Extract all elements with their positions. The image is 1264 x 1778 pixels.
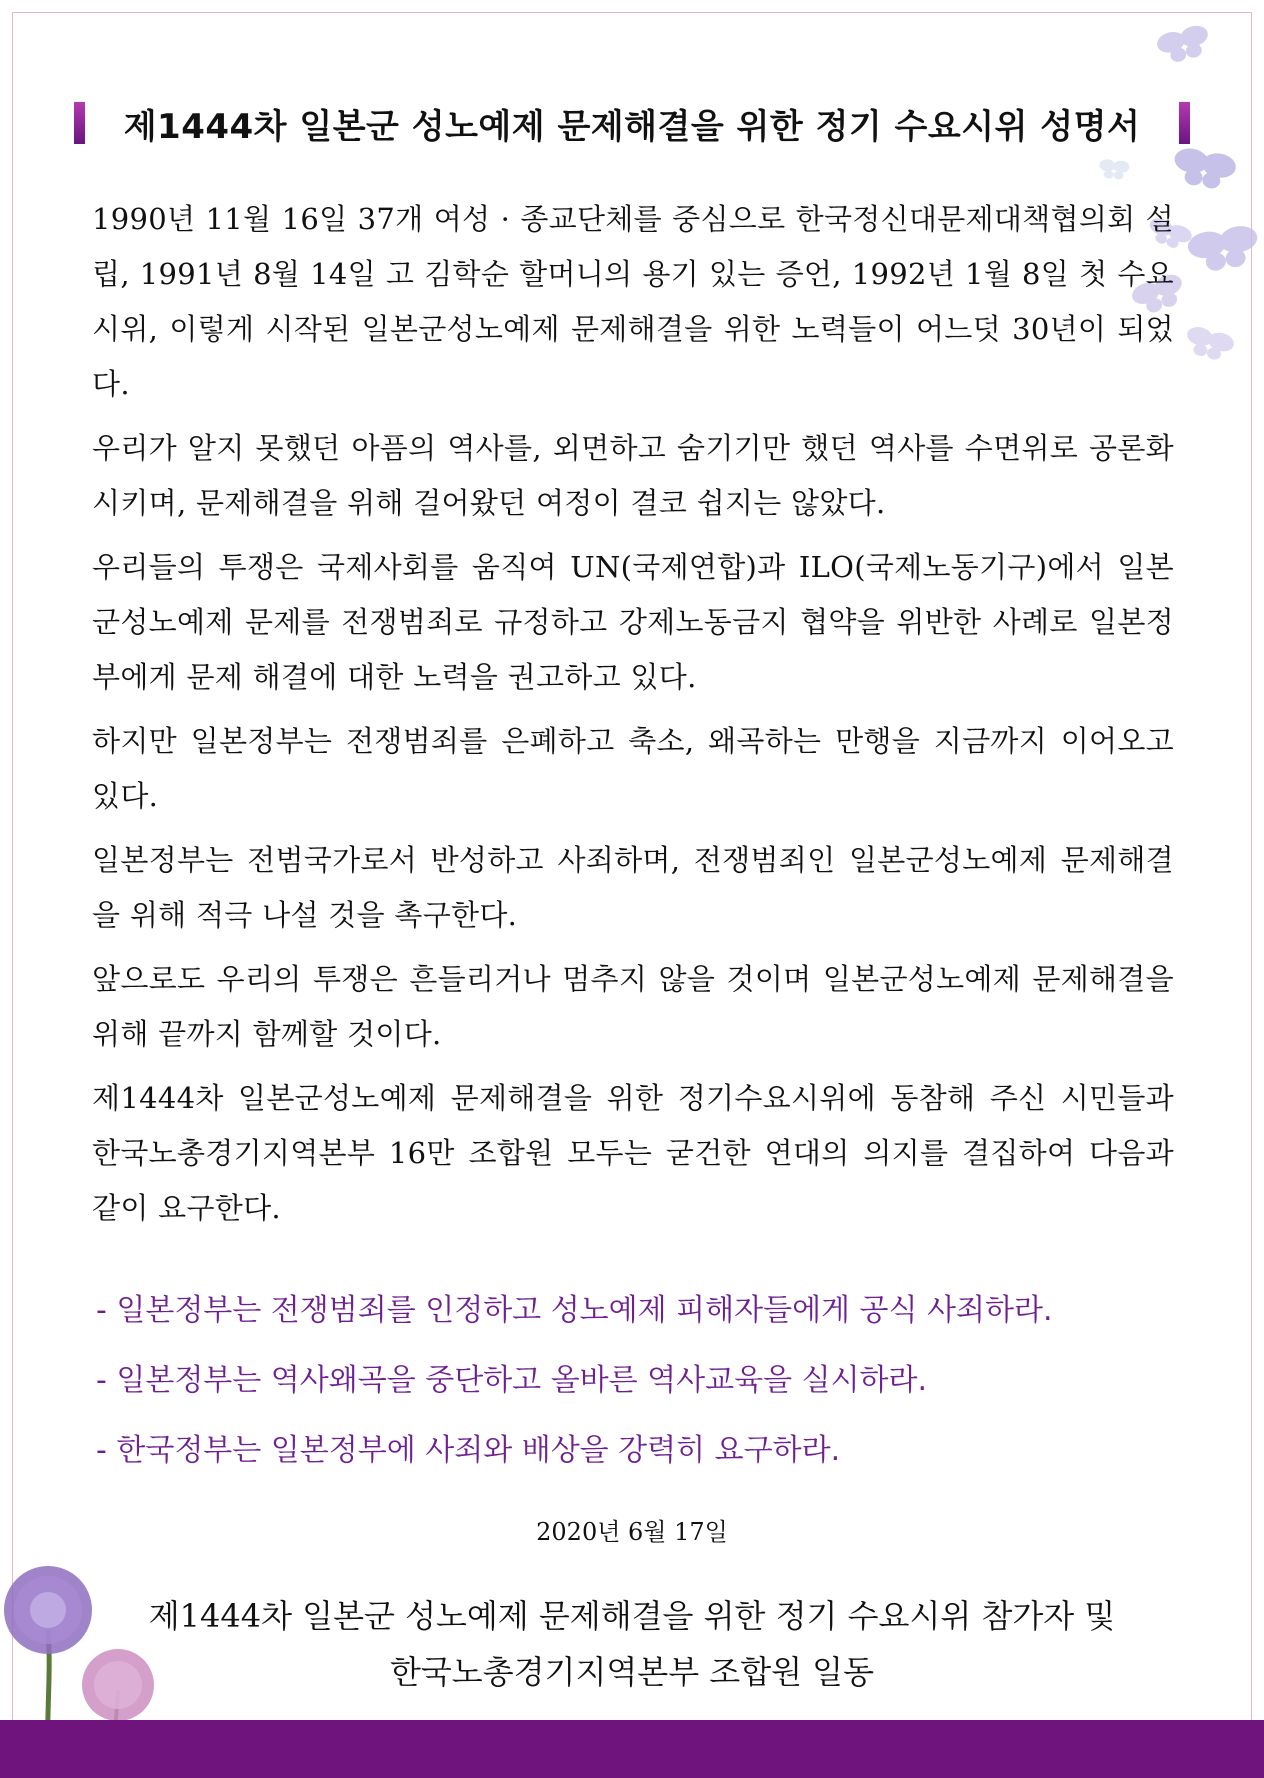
demand-item: - 한국정부는 일본정부에 사죄와 배상을 강력히 요구하라. <box>96 1433 841 1468</box>
paragraph: 일본정부는 전범국가로서 반성하고 사죄하며, 전쟁범죄인 일본군성노예제 문제해결을 위해 적극 나설 것을 촉구한다. <box>92 843 1174 932</box>
paragraph: 제1444차 일본군성노예제 문제해결을 위한 정기수요시위에 동참해 주신 시민들과 한국노총경기지역본부 16만 조합원 모두는 굳건한 연대의 의지를 결집하여 다음과 같이 요구한다. <box>92 1081 1174 1225</box>
signature-line: 한국노총경기지역본부 조합원 일동 <box>389 1653 875 1691</box>
signature-block <box>60 1588 1204 1700</box>
demands-list <box>96 1276 1196 1486</box>
statement-date: 2020년 6월 17일 <box>536 1518 728 1546</box>
statement-body <box>92 192 1174 1245</box>
bottom-band <box>0 1720 1264 1778</box>
demand-item: - 일본정부는 역사왜곡을 중단하고 올바른 역사교육을 실시하라. <box>96 1363 928 1398</box>
paragraph: 하지만 일본정부는 전쟁범죄를 은폐하고 축소, 왜곡하는 만행을 지금까지 이어오고 있다. <box>92 724 1174 813</box>
paragraph: 앞으로도 우리의 투쟁은 흔들리거나 멈추지 않을 것이며 일본군성노예제 문제해결을 위해 끝까지 함께할 것이다. <box>92 962 1174 1051</box>
signature-line: 제1444차 일본군 성노예제 문제해결을 위한 정기 수요시위 참가자 및 <box>148 1597 1116 1635</box>
demand-item: - 일본정부는 전쟁범죄를 인정하고 성노예제 피해자들에게 공식 사죄하라. <box>96 1293 1053 1328</box>
paragraph: 우리들의 투쟁은 국제사회를 움직여 UN(국제연합)과 ILO(국제노동기구)에서 일본군성노예제 문제를 전쟁범죄로 규정하고 강제노동금지 협약을 위반한 사례로 일본정부에게 문제 해결에 대한 노력을 권고하고 있다. <box>92 550 1174 694</box>
title-right-bar <box>1179 102 1190 144</box>
page-title: 제1444차 일본군 성노예제 문제해결을 위한 정기 수요시위 성명서 <box>123 106 1141 147</box>
paragraph: 1990년 11월 16일 37개 여성 · 종교단체를 중심으로 한국정신대문제대책협의회 설립, 1991년 8월 14일 고 김학순 할머니의 용기 있는 증언, 1992년 1월 8일 첫 수요시위, 이렇게 시작된 일본군성노예제 문제해결을 위한 노력들이 어느덧 30년이 되었다. <box>92 202 1174 401</box>
title-left-bar <box>74 102 85 144</box>
paragraph: 우리가 알지 못했던 아픔의 역사를, 외면하고 숨기기만 했던 역사를 수면위로 공론화시키며, 문제해결을 위해 걸어왔던 여정이 결코 쉽지는 않았다. <box>92 431 1174 520</box>
statement-title <box>74 98 1190 148</box>
